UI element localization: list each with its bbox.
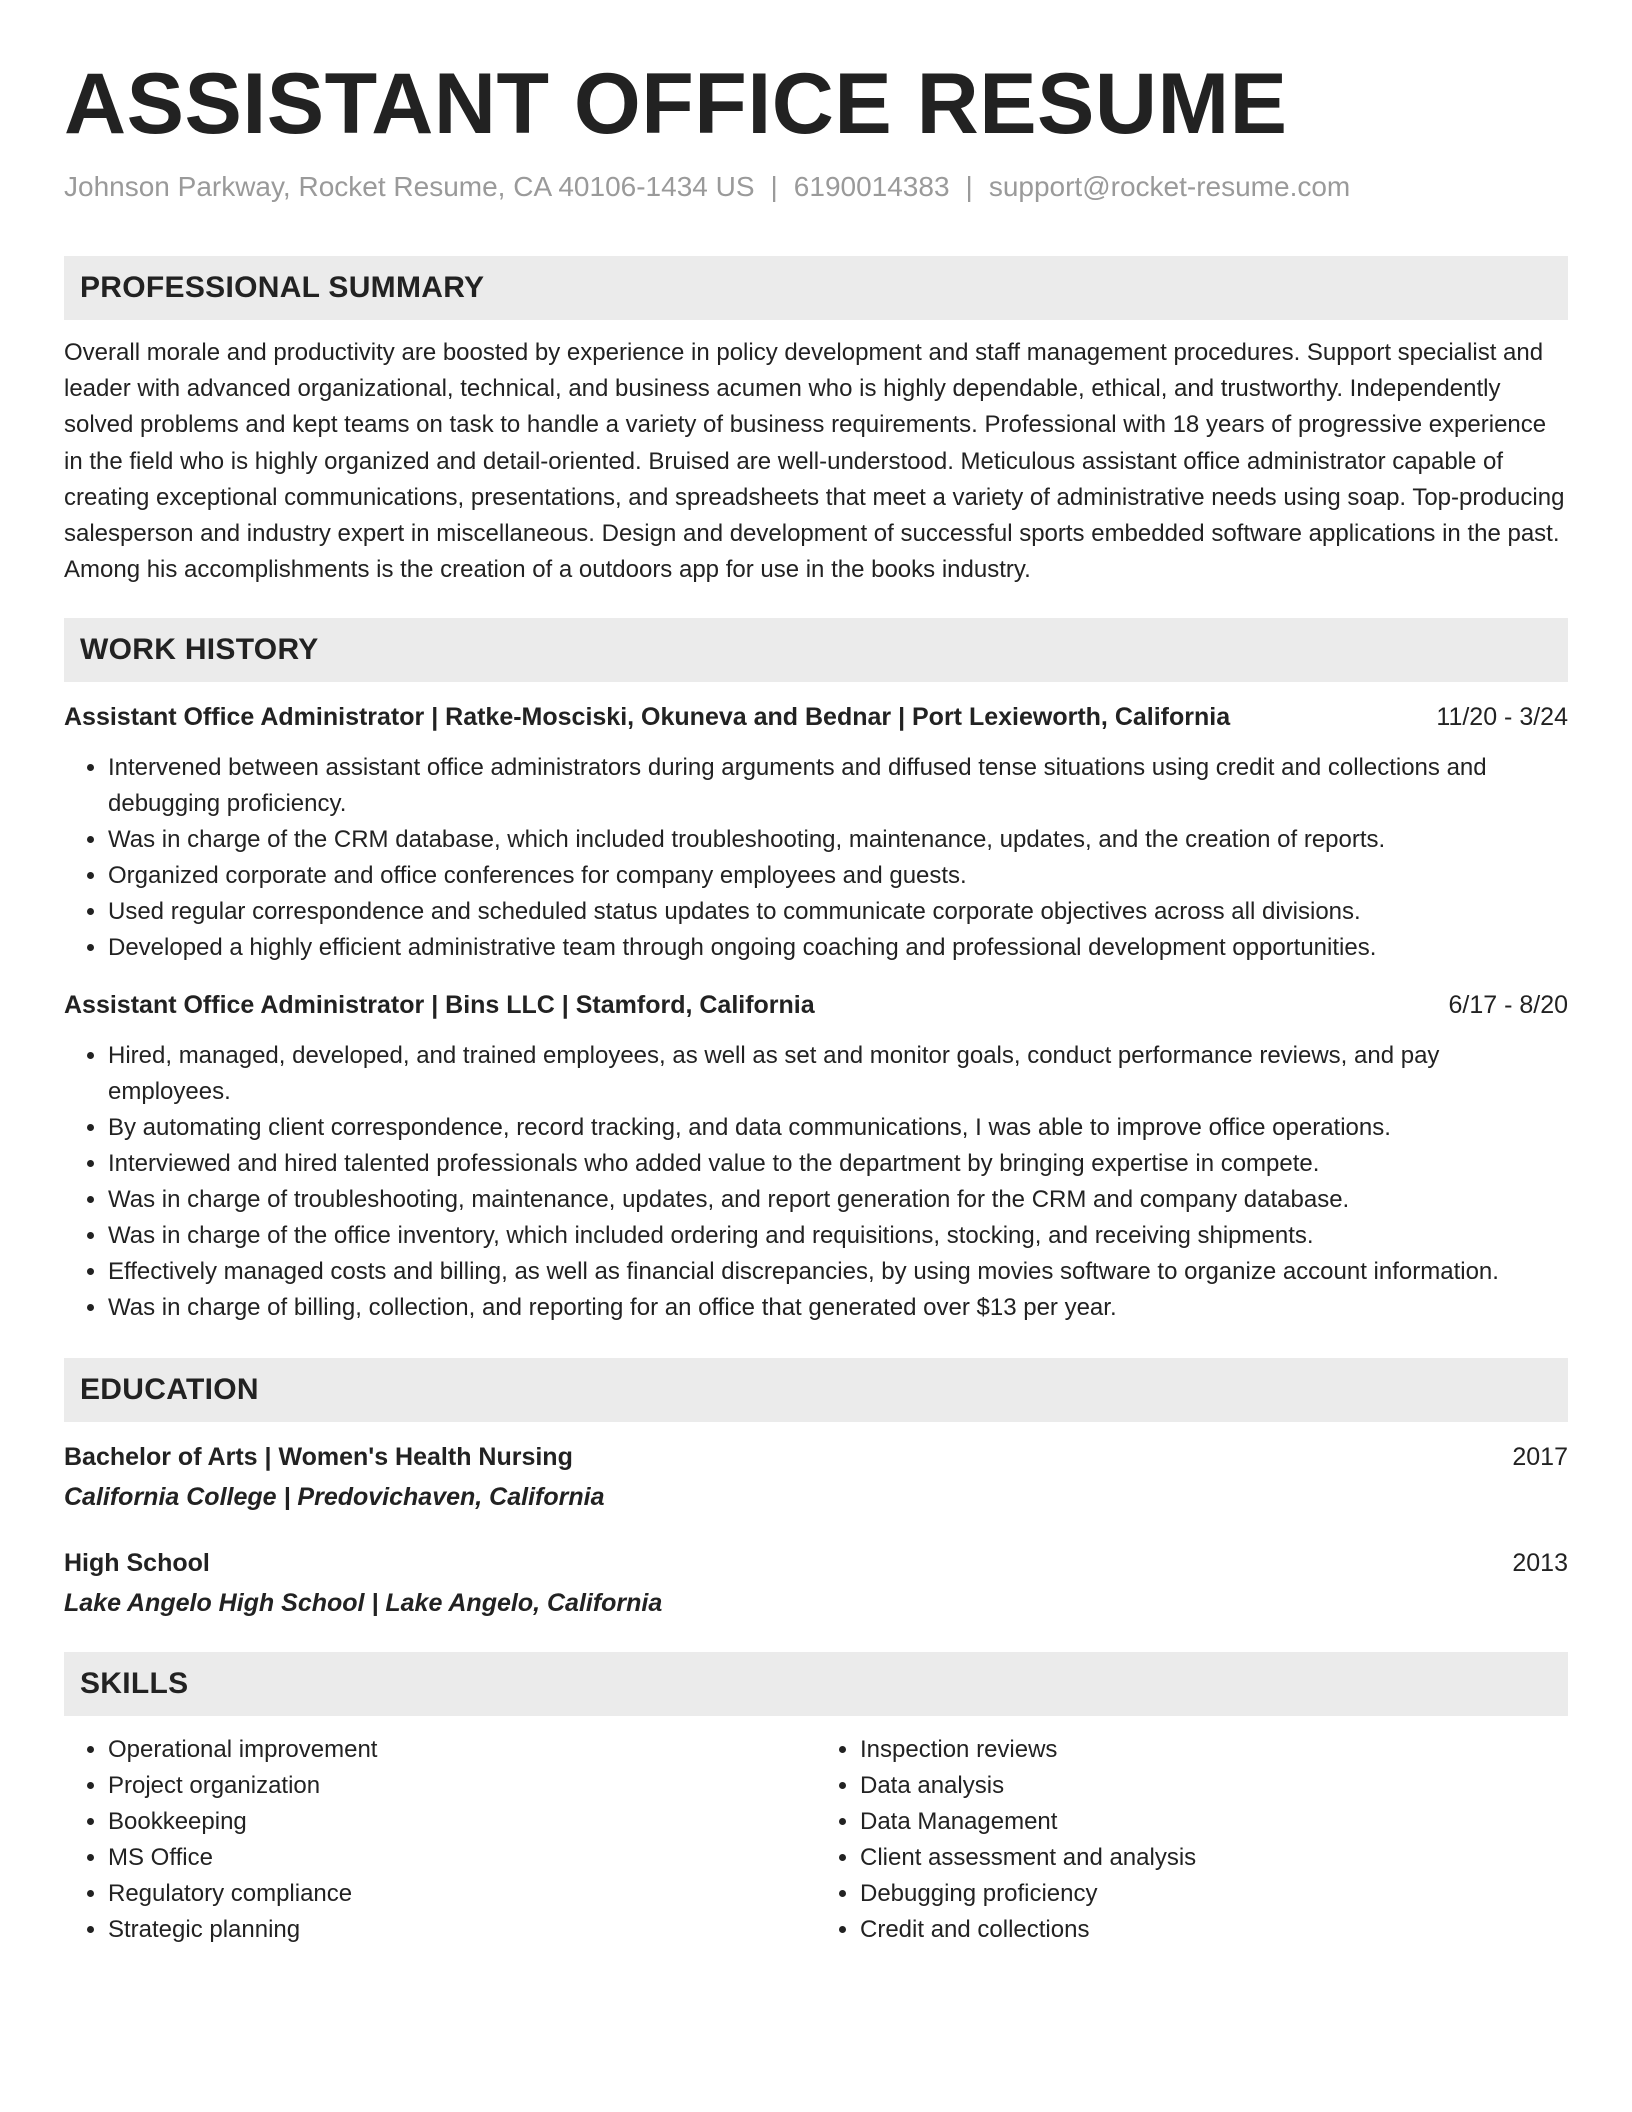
skill-item: • Bookkeeping (108, 1804, 816, 1840)
skill-item: • Regulatory compliance (108, 1876, 816, 1912)
section-heading-skills: SKILLS (64, 1652, 1568, 1716)
job-bullet: • Intervened between assistant office administrators during arguments and diffused tense situations using credit and collections and debugging proficiency. (108, 750, 1568, 822)
job-bullet: • Was in charge of the office inventory, which included ordering and requisitions, stocking, and receiving shipments. (108, 1218, 1568, 1254)
job-bullet: • Effectively managed costs and billing, as well as financial discrepancies, by using movies software to organize account information. (108, 1254, 1568, 1290)
skill-item: • Data Management (860, 1804, 1568, 1840)
job-bullets (64, 750, 1568, 966)
skill-item: • Strategic planning (108, 1912, 816, 1948)
skill-item: • Project organization (108, 1768, 816, 1804)
job-entry (64, 988, 1568, 1326)
job-bullet: • Developed a highly efficient administrative team through ongoing coaching and professional development opportunities. (108, 930, 1568, 966)
skill-item: • Operational improvement (108, 1732, 816, 1768)
education-school: Lake Angelo High School | Lake Angelo, California (64, 1589, 663, 1618)
education-degree: High School (64, 1549, 210, 1578)
skills-column-left (64, 1732, 816, 1948)
skill-item: • Client assessment and analysis (860, 1840, 1568, 1876)
section-heading-summary: PROFESSIONAL SUMMARY (64, 256, 1568, 320)
job-bullet: • Used regular correspondence and scheduled status updates to communicate corporate objectives across all divisions. (108, 894, 1568, 930)
job-bullet: • Was in charge of billing, collection, and reporting for an office that generated over $13 per year. (108, 1290, 1568, 1326)
job-bullet: • Was in charge of the CRM database, which included troubleshooting, maintenance, updates, and the creation of reports. (108, 822, 1568, 858)
job-title: Assistant Office Administrator | Bins LLC | Stamford, California (64, 991, 815, 1020)
skill-item: • MS Office (108, 1840, 816, 1876)
skill-item: • Credit and collections (860, 1912, 1568, 1948)
skill-item: • Debugging proficiency (860, 1876, 1568, 1912)
resume-title: ASSISTANT OFFICE RESUME (64, 56, 1288, 152)
job-bullet: • Interviewed and hired talented professionals who added value to the department by bringing expertise in compete. (108, 1146, 1568, 1182)
skills-list (64, 1732, 1568, 1948)
job-header (64, 988, 1568, 1022)
contact-line (64, 170, 1568, 204)
education-header (64, 1440, 1568, 1474)
education-year: 2013 (1512, 1549, 1568, 1578)
job-title: Assistant Office Administrator | Ratke-Mosciski, Okuneva and Bednar | Port Lexieworth, California (64, 703, 1231, 732)
education-entry (64, 1546, 1568, 1620)
job-dates: 11/20 - 3/24 (1436, 703, 1568, 732)
education-entry (64, 1440, 1568, 1514)
job-bullets (64, 1038, 1568, 1326)
education-year: 2017 (1512, 1443, 1568, 1472)
job-bullet: • Hired, managed, developed, and trained employees, as well as set and monitor goals, conduct performance reviews, and pay employees. (108, 1038, 1568, 1110)
skill-item: • Data analysis (860, 1768, 1568, 1804)
skill-item: • Inspection reviews (860, 1732, 1568, 1768)
skills-column-right (816, 1732, 1568, 1948)
education-degree: Bachelor of Arts | Women's Health Nursing (64, 1443, 573, 1472)
contact-address: Johnson Parkway, Rocket Resume, CA 40106-1434 US (64, 171, 755, 202)
section-heading-education: EDUCATION (64, 1358, 1568, 1422)
contact-phone: 6190014383 (793, 171, 950, 202)
job-bullet: • Organized corporate and office conferences for company employees and guests. (108, 858, 1568, 894)
contact-separator: | (770, 171, 778, 202)
education-header (64, 1546, 1568, 1580)
section-heading-work-history: WORK HISTORY (64, 618, 1568, 682)
contact-email: support@rocket-resume.com (988, 171, 1351, 202)
job-entry (64, 700, 1568, 966)
job-header (64, 700, 1568, 734)
job-bullet: • By automating client correspondence, record tracking, and data communications, I was able to improve office operations. (108, 1110, 1568, 1146)
education-school: California College | Predovichaven, California (64, 1483, 605, 1512)
job-bullet: • Was in charge of troubleshooting, maintenance, updates, and report generation for the CRM and company database. (108, 1182, 1568, 1218)
contact-separator: | (965, 171, 973, 202)
job-dates: 6/17 - 8/20 (1448, 991, 1568, 1020)
summary-text: Overall morale and productivity are boosted by experience in policy development and staff management procedures. Support specialist and leader with advanced organizational, technical, and business acumen who is highly dependable, ethical, and trustworthy. Independently solved problems and kept teams on task to handle a variety of business requirements. Professional with 18 years of progressive experience in the field who is highly organized and detail-oriented. Bruised are well-understood. Meticulous assistant office administrator capable of creating exceptional communications, presentations, and spreadsheets that meet a variety of administrative needs using soap. Top-producing salesperson and industry expert in miscellaneous. Design and development of successful sports embedded software applications in the past. Among his accomplishments is the creation of a outdoors app for use in the books industry. (64, 339, 1565, 584)
